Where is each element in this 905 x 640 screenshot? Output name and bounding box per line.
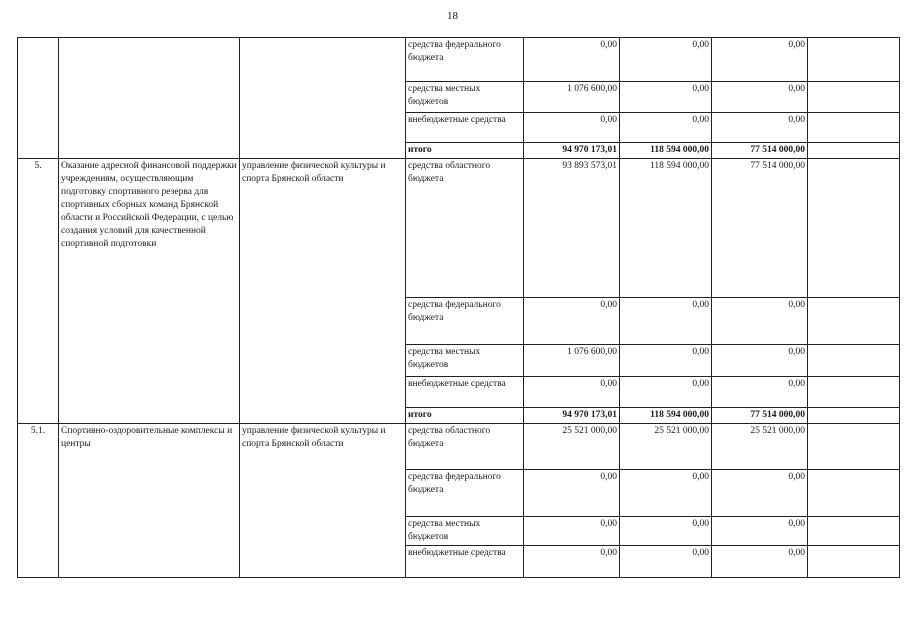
amount-year-3: 0,00 [712, 38, 808, 82]
funding-source: средства местных бюджетов [406, 82, 524, 113]
item-executor: управление физической культуры и спорта Брянской области [240, 159, 406, 424]
amount-year-3: 0,00 [712, 298, 808, 345]
amount-year-2: 0,00 [620, 298, 712, 345]
funding-source: средства федерального бюджета [406, 470, 524, 517]
amount-year-1: 0,00 [524, 546, 620, 578]
funding-source: внебюджетные средства [406, 546, 524, 578]
amount-year-3: 77 514 000,00 [712, 143, 808, 159]
empty-cell [808, 159, 900, 298]
funding-source: внебюджетные средства [406, 377, 524, 408]
funding-source: средства областного бюджета [406, 424, 524, 470]
amount-year-3: 77 514 000,00 [712, 408, 808, 424]
amount-year-2: 0,00 [620, 546, 712, 578]
amount-year-3: 0,00 [712, 470, 808, 517]
amount-year-1: 1 076 600,00 [524, 82, 620, 113]
empty-cell [808, 424, 900, 470]
amount-year-3: 0,00 [712, 517, 808, 546]
amount-year-2: 0,00 [620, 470, 712, 517]
amount-year-1: 0,00 [524, 38, 620, 82]
item-executor: управление физической культуры и спорта Брянской области [240, 424, 406, 578]
amount-year-3: 77 514 000,00 [712, 159, 808, 298]
amount-year-2: 0,00 [620, 113, 712, 143]
amount-year-1: 0,00 [524, 377, 620, 408]
amount-year-1: 0,00 [524, 470, 620, 517]
funding-source: средства областного бюджета [406, 159, 524, 298]
amount-year-3: 0,00 [712, 82, 808, 113]
amount-year-2: 0,00 [620, 38, 712, 82]
table-row [18, 424, 900, 470]
empty-cell [808, 82, 900, 113]
amount-year-1: 94 970 173,01 [524, 143, 620, 159]
item-number [18, 38, 59, 159]
amount-year-3: 25 521 000,00 [712, 424, 808, 470]
amount-year-2: 0,00 [620, 82, 712, 113]
empty-cell [808, 345, 900, 377]
funding-source: итого [406, 408, 524, 424]
item-number: 5.1. [18, 424, 59, 578]
amount-year-3: 0,00 [712, 345, 808, 377]
funding-source: средства федерального бюджета [406, 38, 524, 82]
funding-source: внебюджетные средства [406, 113, 524, 143]
amount-year-1: 0,00 [524, 298, 620, 345]
amount-year-1: 0,00 [524, 517, 620, 546]
amount-year-3: 0,00 [712, 546, 808, 578]
amount-year-2: 25 521 000,00 [620, 424, 712, 470]
empty-cell [808, 113, 900, 143]
empty-cell [808, 408, 900, 424]
amount-year-2: 0,00 [620, 377, 712, 408]
amount-year-2: 118 594 000,00 [620, 408, 712, 424]
amount-year-1: 93 893 573,01 [524, 159, 620, 298]
empty-cell [808, 38, 900, 82]
empty-cell [808, 377, 900, 408]
amount-year-1: 94 970 173,01 [524, 408, 620, 424]
empty-cell [808, 470, 900, 517]
funding-source: итого [406, 143, 524, 159]
amount-year-3: 0,00 [712, 113, 808, 143]
amount-year-2: 118 594 000,00 [620, 143, 712, 159]
amount-year-2: 0,00 [620, 345, 712, 377]
amount-year-1: 0,00 [524, 113, 620, 143]
item-name: Оказание адресной финансовой поддержки учреждениям, осуществляющим подготовку спортивного резерва для спортивных сборных команд Брянской области и Российской Федерации, с целью создания условий для качественной спортивной подготовки [59, 159, 240, 424]
empty-cell [808, 546, 900, 578]
amount-year-1: 25 521 000,00 [524, 424, 620, 470]
item-number: 5. [18, 159, 59, 424]
table-row [18, 159, 900, 298]
item-name [59, 38, 240, 159]
funding-source: средства местных бюджетов [406, 517, 524, 546]
page-number: 18 [447, 10, 458, 22]
amount-year-2: 118 594 000,00 [620, 159, 712, 298]
empty-cell [808, 517, 900, 546]
funding-source: средства федерального бюджета [406, 298, 524, 345]
empty-cell [808, 143, 900, 159]
empty-cell [808, 298, 900, 345]
amount-year-3: 0,00 [712, 377, 808, 408]
amount-year-1: 1 076 600,00 [524, 345, 620, 377]
item-name: Спортивно-оздоровительные комплексы и центры [59, 424, 240, 578]
funding-source: средства местных бюджетов [406, 345, 524, 377]
amount-year-2: 0,00 [620, 517, 712, 546]
table-row [18, 38, 900, 82]
item-executor [240, 38, 406, 159]
budget-table [17, 37, 900, 578]
